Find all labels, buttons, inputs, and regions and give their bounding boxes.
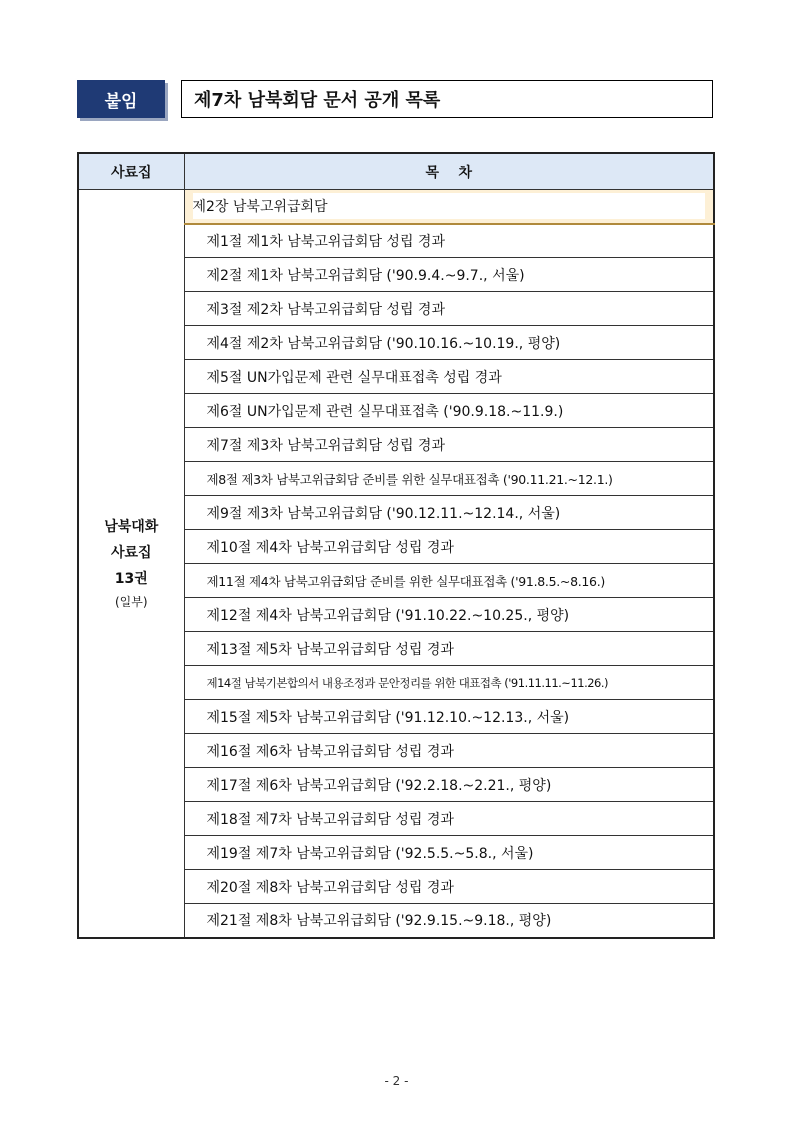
toc-entry: 제4절 제2차 남북고위급회담 ('90.10.16.~10.19., 평양) <box>184 326 714 360</box>
attachment-badge: 붙임 <box>77 80 165 118</box>
toc-entry: 제5절 UN가입문제 관련 실무대표접촉 성립 경과 <box>184 360 714 394</box>
column-header-contents: 목 차 <box>184 153 714 190</box>
toc-entry: 제18절 제7차 남북고위급회담 성립 경과 <box>184 802 714 836</box>
toc-entry: 제11절 제4차 남북고위급회담 준비를 위한 실무대표접촉 ('91.8.5.~8.16.) <box>184 564 714 598</box>
toc-entry: 제8절 제3차 남북고위급회담 준비를 위한 실무대표접촉 ('90.11.21.~12.1.) <box>184 462 714 496</box>
collection-volume: 13권 <box>114 571 148 588</box>
document-header <box>77 80 713 118</box>
toc-entry: 제6절 UN가입문제 관련 실무대표접촉 ('90.9.18.~11.9.) <box>184 394 714 428</box>
toc-table <box>77 152 715 939</box>
chapter-row <box>184 190 714 224</box>
toc-entry: 제1절 제1차 남북고위급회담 성립 경과 <box>184 224 714 258</box>
toc-entry: 제10절 제4차 남북고위급회담 성립 경과 <box>184 530 714 564</box>
toc-entry: 제12절 제4차 남북고위급회담 ('91.10.22.~10.25., 평양) <box>184 598 714 632</box>
collection-cell <box>78 190 184 938</box>
collection-part-note: (일부) <box>114 595 148 610</box>
toc-entry: 제7절 제3차 남북고위급회담 성립 경과 <box>184 428 714 462</box>
document-title: 제7차 남북회담 문서 공개 목록 <box>181 80 713 118</box>
column-header-collection: 사료집 <box>78 153 184 190</box>
toc-entry: 제19절 제7차 남북고위급회담 ('92.5.5.~5.8., 서울) <box>184 836 714 870</box>
toc-entry: 제9절 제3차 남북고위급회담 ('90.12.11.~12.14., 서울) <box>184 496 714 530</box>
toc-entry: 제20절 제8차 남북고위급회담 성립 경과 <box>184 870 714 904</box>
chapter-title: 제2장 남북고위급회담 <box>193 193 705 219</box>
collection-name-line2: 사료집 <box>110 545 152 562</box>
toc-entry: 제16절 제6차 남북고위급회담 성립 경과 <box>184 734 714 768</box>
toc-entry: 제21절 제8차 남북고위급회담 ('92.9.15.~9.18., 평양) <box>184 904 714 938</box>
toc-entry: 제17절 제6차 남북고위급회담 ('92.2.18.~2.21., 평양) <box>184 768 714 802</box>
toc-entry: 제2절 제1차 남북고위급회담 ('90.9.4.~9.7., 서울) <box>184 258 714 292</box>
toc-entry: 제13절 제5차 남북고위급회담 성립 경과 <box>184 632 714 666</box>
toc-entry: 제15절 제5차 남북고위급회담 ('91.12.10.~12.13., 서울) <box>184 700 714 734</box>
collection-name-line1: 남북대화 <box>104 519 159 536</box>
page-number: - 2 - <box>384 1074 409 1088</box>
toc-entry: 제14절 남북기본합의서 내용조정과 문안정리를 위한 대표접촉 ('91.11.11.~11.26.) <box>184 666 714 700</box>
toc-entry: 제3절 제2차 남북고위급회담 성립 경과 <box>184 292 714 326</box>
